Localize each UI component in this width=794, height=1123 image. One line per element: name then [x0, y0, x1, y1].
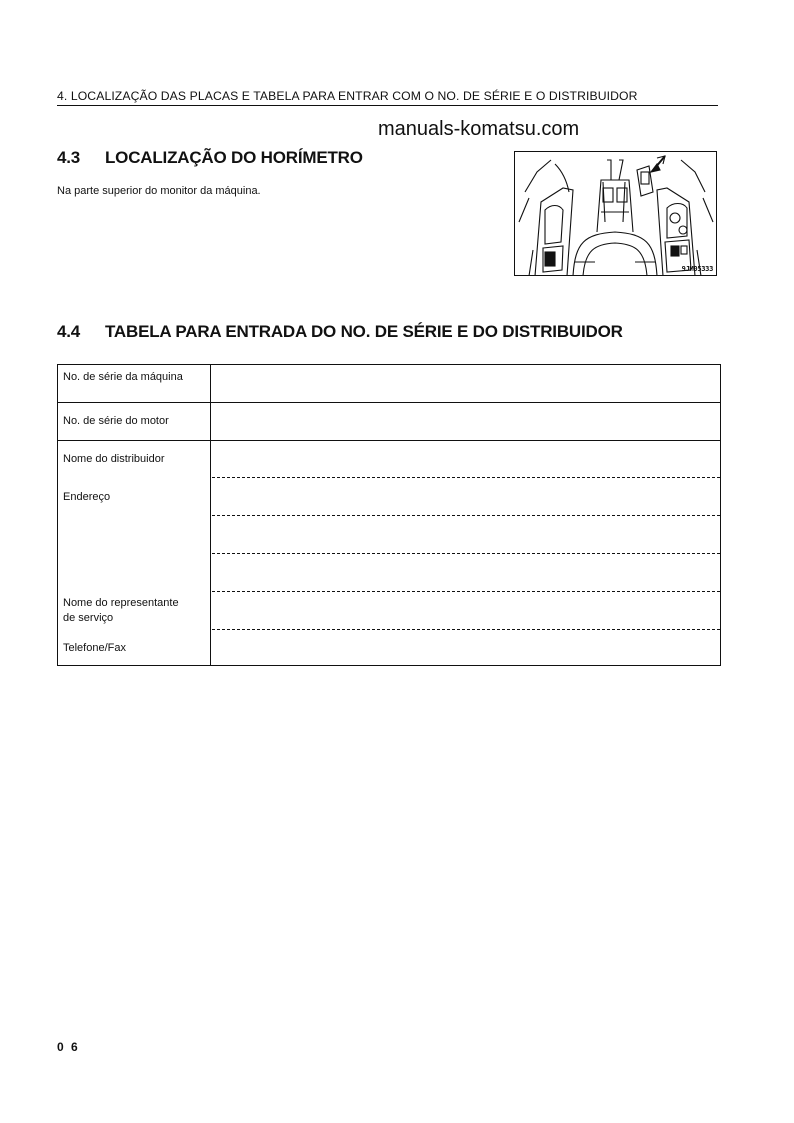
fill-in-line[interactable]: [212, 553, 720, 554]
hour-meter-figure: [514, 151, 717, 276]
phone-fax-label: Telefone/Fax: [63, 642, 126, 654]
running-header: 4. LOCALIZAÇÃO DAS PLACAS E TABELA PARA ENTRAR COM O NO. DE SÉRIE E O DISTRIBUIDOR: [57, 89, 638, 103]
fill-in-line[interactable]: [212, 629, 720, 630]
service-rep-label-line2: de serviço: [63, 612, 114, 624]
serial-distributor-table: [57, 364, 721, 666]
section-4-3-title: LOCALIZAÇÃO DO HORÍMETRO: [105, 148, 363, 167]
section-4-3-heading: [57, 148, 363, 168]
header-rule: [57, 105, 718, 106]
engine-serial-label: No. de série do motor: [63, 415, 169, 427]
section-4-3-body: Na parte superior do monitor da máquina.: [57, 185, 261, 197]
section-4-4-title: TABELA PARA ENTRADA DO NO. DE SÉRIE E DO DISTRIBUIDOR: [105, 322, 623, 341]
cab-interior-illustration: [515, 152, 717, 276]
section-4-4-number: 4.4: [57, 322, 81, 341]
address-label: Endereço: [63, 491, 111, 503]
service-rep-label: Nome do representante: [63, 597, 179, 609]
fill-in-line[interactable]: [212, 591, 720, 592]
machine-serial-label: No. de série da máquina: [63, 371, 183, 383]
figure-code: 9JM05333: [681, 265, 713, 273]
section-4-3-number: 4.3: [57, 148, 81, 167]
section-4-4-heading: [57, 322, 623, 342]
fill-in-line[interactable]: [212, 515, 720, 516]
page-number: 0 6: [57, 1040, 80, 1054]
watermark: manuals-komatsu.com: [378, 118, 580, 140]
fill-in-line[interactable]: [212, 477, 720, 478]
table-row-rule: [58, 402, 720, 403]
table-row-rule: [58, 440, 720, 441]
distributor-name-label: Nome do distribuidor: [63, 453, 165, 465]
table-column-divider: [210, 365, 211, 665]
